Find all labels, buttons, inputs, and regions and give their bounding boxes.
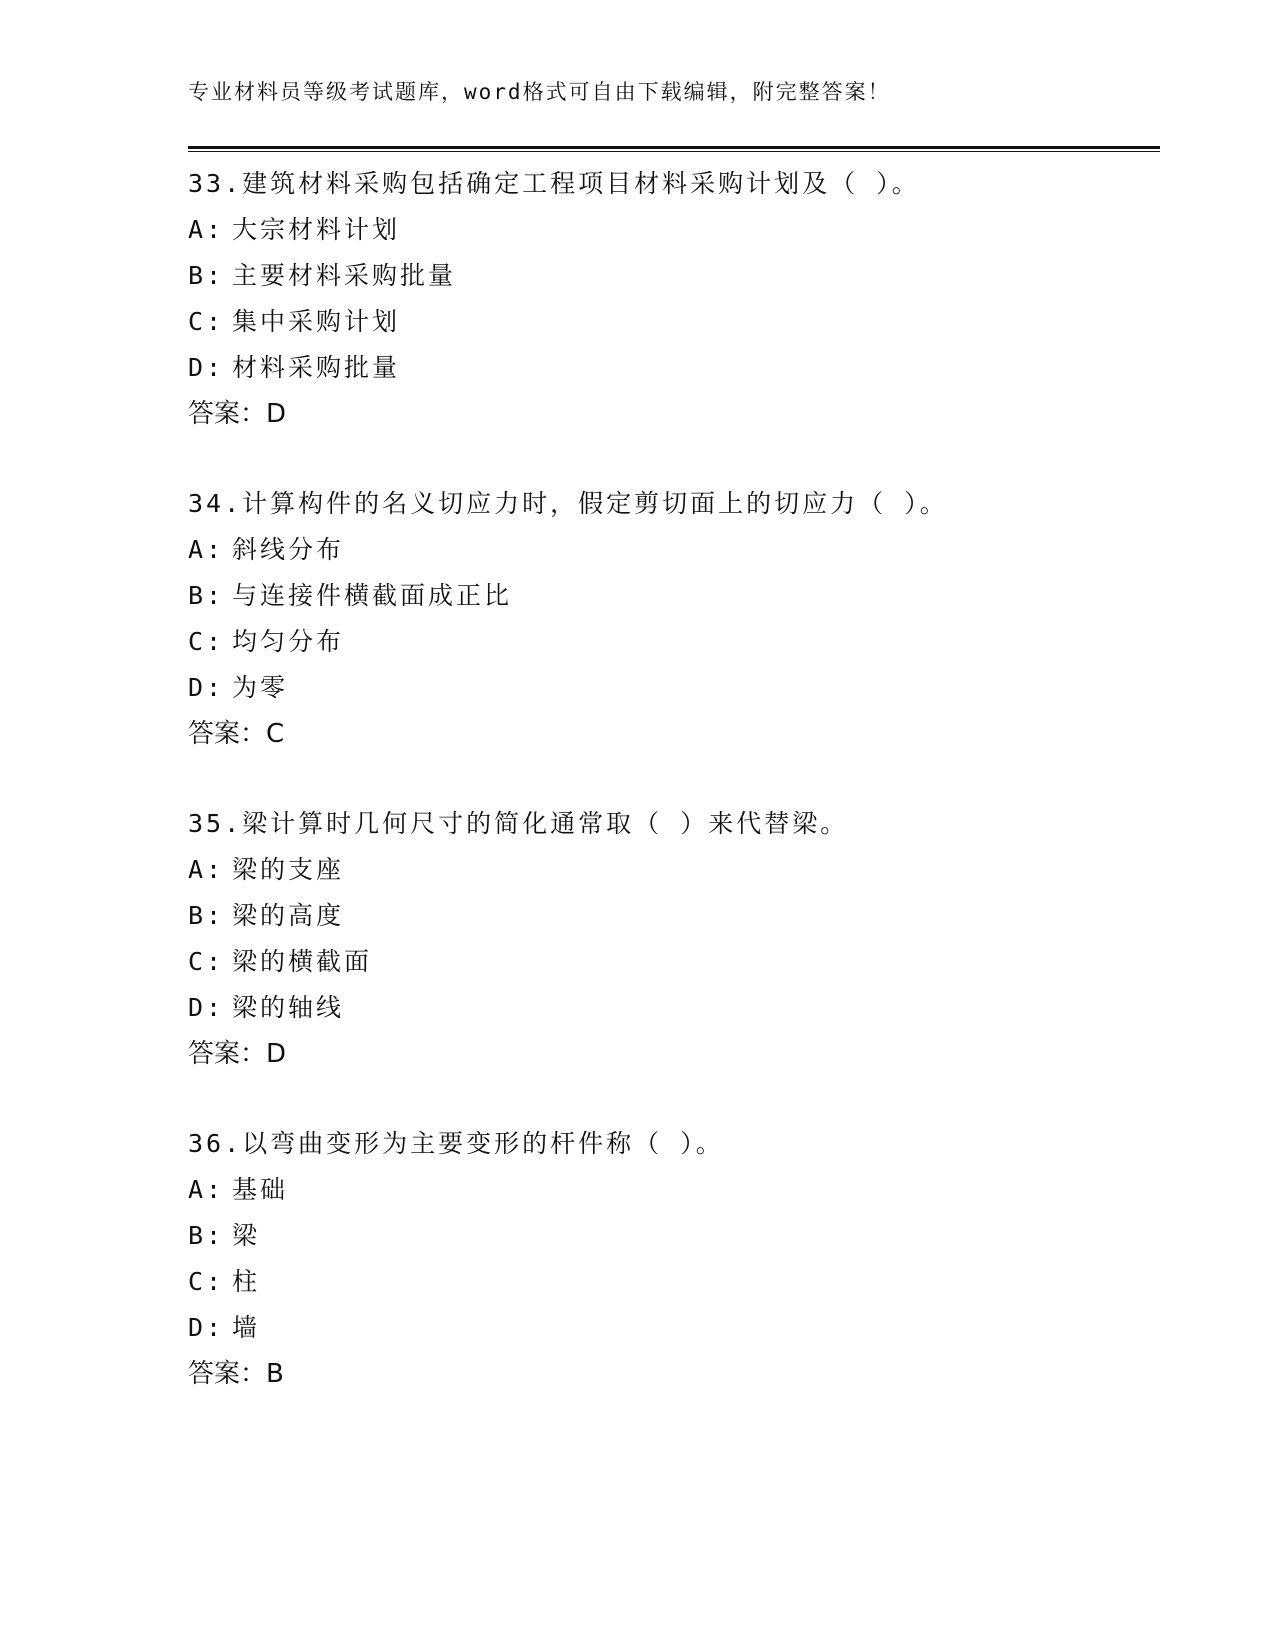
option-text: 材料采购批量 <box>232 353 401 382</box>
option-letter: D: <box>188 353 225 382</box>
option-c <box>188 939 1168 985</box>
answer-line: 答案：D <box>188 399 287 429</box>
question-35 <box>188 801 1168 1077</box>
option-text: 梁 <box>232 1221 261 1250</box>
option-c <box>188 1259 1168 1305</box>
option-letter: D: <box>188 673 225 702</box>
question-stem: 36.以弯曲变形为主要变形的杆件称（ ）。 <box>188 1129 724 1158</box>
option-letter: B: <box>188 901 225 930</box>
option-letter: B: <box>188 261 225 290</box>
option-letter: C: <box>188 947 225 976</box>
option-c <box>188 619 1168 665</box>
answer-line: 答案：B <box>188 1359 284 1389</box>
option-text: 与连接件横截面成正比 <box>232 581 513 610</box>
option-letter: C: <box>188 1267 225 1296</box>
question-stem: 35.梁计算时几何尺寸的简化通常取（ ）来代替梁。 <box>188 809 849 838</box>
option-letter: B: <box>188 1221 225 1250</box>
question-33 <box>188 161 1168 437</box>
option-letter: C: <box>188 307 225 336</box>
header-divider <box>188 146 1160 152</box>
option-text: 梁的轴线 <box>232 993 345 1022</box>
option-text: 梁的高度 <box>232 901 345 930</box>
option-text: 主要材料采购批量 <box>232 261 457 290</box>
question-stem: 33.建筑材料采购包括确定工程项目材料采购计划及（ ）。 <box>188 169 920 198</box>
option-b <box>188 893 1168 939</box>
option-a <box>188 1167 1168 1213</box>
option-text: 梁的支座 <box>232 855 345 884</box>
option-letter: D: <box>188 1313 225 1342</box>
option-letter: A: <box>188 215 225 244</box>
question-34 <box>188 481 1168 757</box>
option-a <box>188 527 1168 573</box>
option-b <box>188 573 1168 619</box>
option-text: 为零 <box>232 673 289 702</box>
option-b <box>188 253 1168 299</box>
option-text: 梁的横截面 <box>232 947 373 976</box>
option-c <box>188 299 1168 345</box>
question-36 <box>188 1121 1168 1397</box>
option-a <box>188 207 1168 253</box>
option-d <box>188 665 1168 711</box>
option-d <box>188 1305 1168 1351</box>
option-d <box>188 345 1168 391</box>
option-text: 大宗材料计划 <box>232 215 401 244</box>
option-text: 基础 <box>232 1175 289 1204</box>
option-text: 墙 <box>232 1313 261 1342</box>
option-a <box>188 847 1168 893</box>
option-d <box>188 985 1168 1031</box>
answer-line: 答案：D <box>188 1039 287 1069</box>
option-letter: A: <box>188 1175 225 1204</box>
answer-line: 答案：C <box>188 719 285 749</box>
page-header: 专业材料员等级考试题库，word格式可自由下载编辑，附完整答案！ <box>188 80 891 104</box>
option-letter: D: <box>188 993 225 1022</box>
option-letter: A: <box>188 855 225 884</box>
option-letter: B: <box>188 581 225 610</box>
option-b <box>188 1213 1168 1259</box>
option-letter: A: <box>188 535 225 564</box>
option-text: 柱 <box>232 1267 261 1296</box>
option-text: 斜线分布 <box>232 535 345 564</box>
option-text: 集中采购计划 <box>232 307 401 336</box>
option-letter: C: <box>188 627 225 656</box>
question-stem: 34.计算构件的名义切应力时，假定剪切面上的切应力（ ）。 <box>188 489 948 518</box>
option-text: 均匀分布 <box>232 627 345 656</box>
